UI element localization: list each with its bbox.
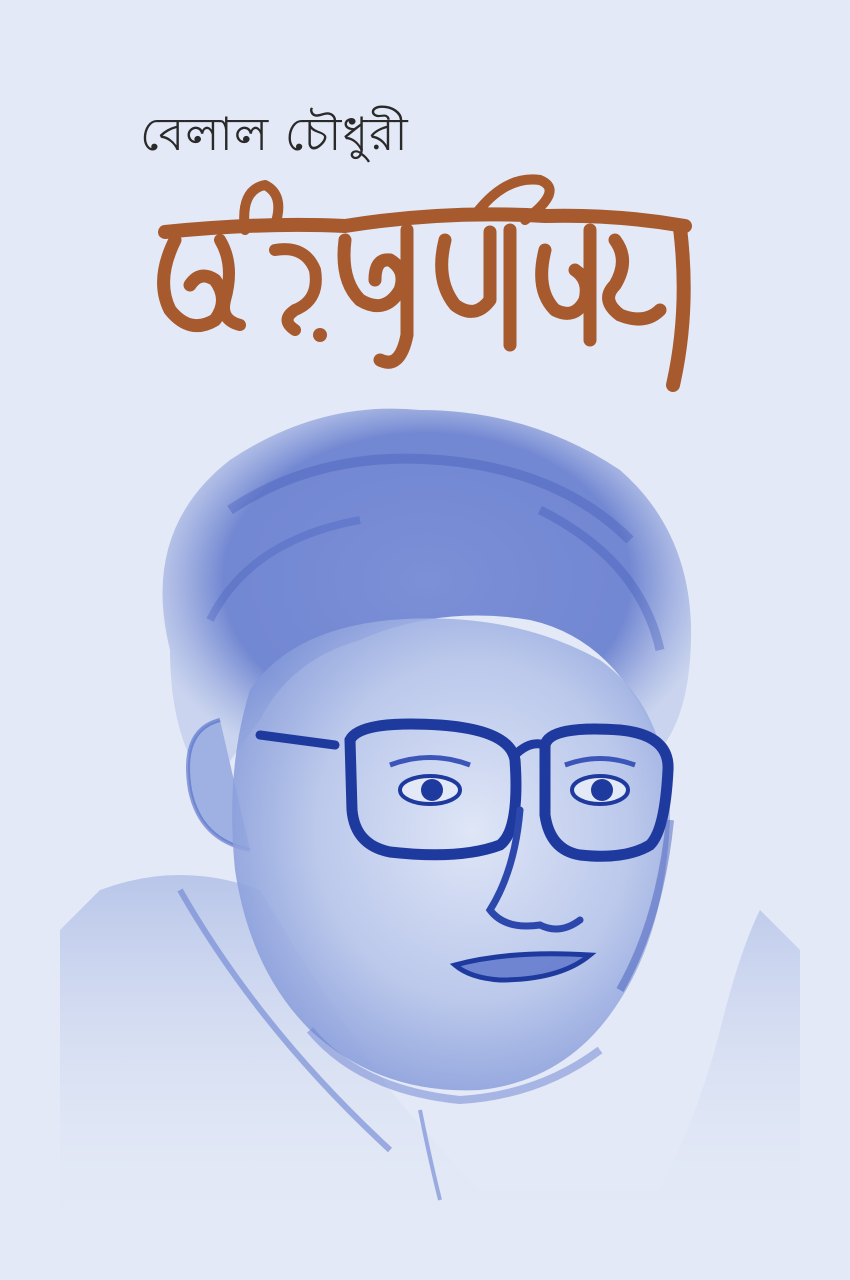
portrait-illustration: [60, 390, 800, 1240]
author-name: বেলাল চৌধুরী: [140, 107, 409, 161]
title-lettering: [145, 170, 715, 400]
